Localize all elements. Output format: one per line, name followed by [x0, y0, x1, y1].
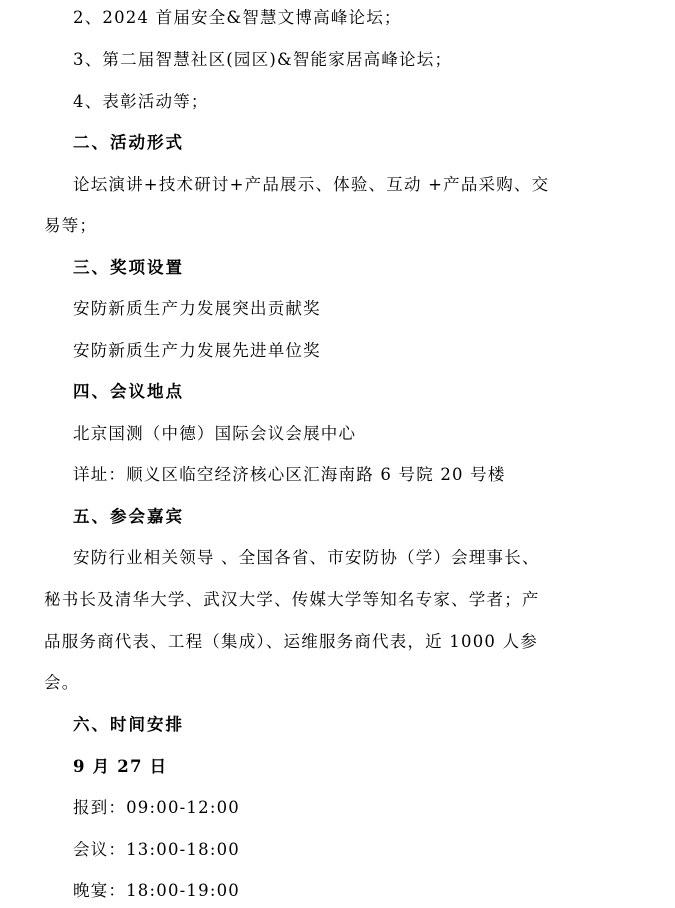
section-heading-schedule: 六、时间安排	[73, 715, 184, 734]
venue-name: 北京国测（中德）国际会议会展中心	[73, 424, 357, 443]
forum-item-3: 3、第二届智慧社区(园区)&智能家居高峰论坛；	[73, 50, 453, 69]
section-heading-activity-format: 二、活动形式	[73, 133, 184, 152]
forum-item-4: 4、表彰活动等；	[73, 92, 209, 111]
venue-address: 详址：顺义区临空经济核心区汇海南路 6 号院 20 号楼	[73, 465, 506, 484]
activity-format-paragraph-line2: 易等；	[44, 216, 98, 235]
schedule-registration: 报到：09:00-12:00	[73, 798, 240, 817]
award-item-1: 安防新质生产力发展突出贡献奖	[73, 299, 321, 318]
award-item-2: 安防新质生产力发展先进单位奖	[73, 341, 321, 360]
guests-paragraph-line3: 品服务商代表、工程（集成）、运维服务商代表，近 1000 人参	[44, 632, 538, 651]
guests-paragraph-line1: 安防行业相关领导 、全国各省、市安防协（学）会理事长、	[73, 548, 540, 567]
schedule-dinner: 晚宴：18:00-19:00	[73, 881, 240, 900]
forum-item-2: 2、2024 首届安全&智慧文博高峰论坛；	[73, 8, 402, 27]
schedule-date: 9 月 27 日	[73, 757, 168, 776]
schedule-meeting: 会议：13:00-18:00	[73, 840, 240, 859]
guests-paragraph-line4: 会。	[44, 673, 80, 692]
section-heading-awards: 三、奖项设置	[73, 258, 184, 277]
section-heading-guests: 五、参会嘉宾	[73, 507, 184, 526]
section-heading-venue: 四、会议地点	[73, 382, 184, 401]
guests-paragraph-line2: 秘书长及清华大学、武汉大学、传媒大学等知名专家、学者；产	[44, 590, 540, 609]
activity-format-paragraph-line1: 论坛演讲+技术研讨+产品展示、体验、互动 +产品采购、交	[73, 175, 550, 194]
